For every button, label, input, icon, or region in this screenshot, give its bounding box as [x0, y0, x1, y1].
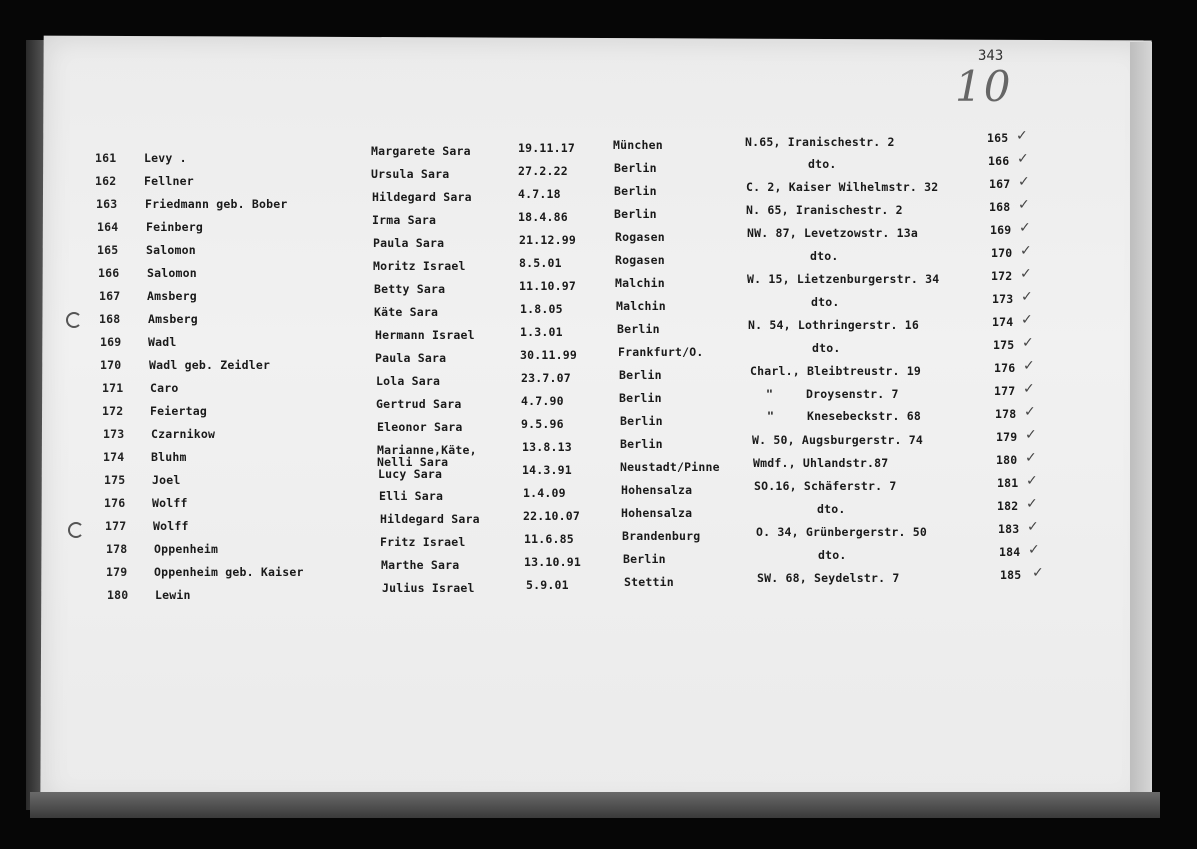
surname-cell: Oppenheim geb. Kaiser: [154, 565, 304, 579]
birth-date-cell: 9.5.96: [521, 417, 564, 431]
reference-number: 175: [993, 338, 1015, 352]
given-name-cell: Eleonor Sara: [377, 420, 463, 434]
given-name-cell: Elli Sara: [379, 489, 444, 503]
given-name-cell: Margarete Sara: [371, 144, 471, 158]
checkmark-icon: ✓: [1025, 427, 1037, 443]
reference-number: 183: [998, 522, 1020, 536]
row-number: 172: [102, 404, 124, 418]
checkmark-icon: ✓: [1032, 565, 1044, 581]
given-name-cell: Paula Sara: [373, 236, 445, 250]
given-name-cell: Paula Sara: [375, 351, 447, 365]
given-name-cell: Gertrud Sara: [376, 397, 462, 411]
given-name-cell: Marianne,Käte,: [377, 443, 477, 457]
reference-number: 168: [989, 200, 1011, 214]
reference-number: 172: [991, 269, 1013, 283]
surname-cell: Friedmann geb. Bober: [145, 197, 288, 211]
address-cell: Charl., Bleibtreustr. 19: [750, 364, 921, 378]
surname-cell: Salomon: [146, 243, 196, 257]
row-number: 170: [100, 358, 122, 372]
birth-date-cell: 21.12.99: [519, 233, 576, 247]
checkmark-icon: ✓: [1017, 151, 1029, 167]
checkmark-icon: ✓: [1021, 312, 1033, 328]
birth-date-cell: 11.10.97: [519, 279, 576, 293]
row-number: 173: [103, 427, 125, 441]
surname-cell: Wolff: [152, 496, 188, 510]
birth-date-cell: 4.7.18: [518, 187, 561, 201]
reference-number: 166: [988, 154, 1010, 168]
reference-number: 165: [987, 131, 1009, 145]
reference-number: 174: [992, 315, 1014, 329]
surname-cell: Czarnikow: [151, 427, 216, 441]
row-number: 174: [103, 450, 125, 464]
birth-place-cell: Hohensalza: [621, 506, 693, 520]
birth-date-cell: 5.9.01: [526, 578, 569, 592]
surname-cell: Oppenheim: [154, 542, 219, 556]
checkmark-icon: ✓: [1019, 220, 1031, 236]
row-number: 175: [104, 473, 126, 487]
birth-date-cell: 13.8.13: [522, 440, 572, 454]
address-cell: Knesebeckstr. 68: [807, 409, 921, 423]
row-number: 161: [95, 151, 117, 165]
ditto-mark: ": [767, 409, 775, 423]
reference-number: 170: [991, 246, 1013, 260]
address-cell: N. 65, Iranischestr. 2: [746, 203, 903, 217]
surname-cell: Amsberg: [147, 289, 197, 303]
surname-cell: Wadl geb. Zeidler: [149, 358, 271, 372]
given-name-cell: Marthe Sara: [381, 558, 460, 572]
row-number: 167: [99, 289, 121, 303]
birth-place-cell: Neustadt/Pinne: [620, 460, 720, 474]
birth-place-cell: Berlin: [614, 207, 657, 221]
given-name-cell: Hildegard Sara: [380, 512, 480, 526]
address-cell: dto.: [817, 502, 846, 516]
surname-cell: Bluhm: [151, 450, 187, 464]
address-cell: N. 54, Lothringerstr. 16: [748, 318, 919, 332]
birth-place-cell: Berlin: [614, 161, 657, 175]
reference-number: 179: [996, 430, 1018, 444]
address-cell: O. 34, Grünbergerstr. 50: [756, 525, 927, 539]
checkmark-icon: ✓: [1028, 542, 1040, 558]
checkmark-icon: ✓: [1018, 197, 1030, 213]
surname-cell: Salomon: [147, 266, 197, 280]
birth-place-cell: Berlin: [623, 552, 666, 566]
punch-hole-mark: [66, 312, 82, 328]
reference-number: 169: [990, 223, 1012, 237]
row-number: 178: [106, 542, 128, 556]
address-cell: dto.: [812, 341, 841, 355]
birth-date-cell: 1.4.09: [523, 486, 566, 500]
sheet-bottom-edge: [30, 792, 1160, 818]
checkmark-icon: ✓: [1020, 243, 1032, 259]
given-name-cell: Moritz Israel: [373, 259, 466, 273]
row-number: 165: [97, 243, 119, 257]
surname-cell: Wolff: [153, 519, 189, 533]
birth-date-cell: 22.10.07: [523, 509, 580, 523]
reference-number: 180: [996, 453, 1018, 467]
birth-place-cell: Rogasen: [615, 230, 665, 244]
surname-cell: Caro: [150, 381, 179, 395]
checkmark-icon: ✓: [1027, 519, 1039, 535]
birth-date-cell: 14.3.91: [522, 463, 572, 477]
row-number: 164: [97, 220, 119, 234]
given-name-cell: Betty Sara: [374, 282, 446, 296]
birth-date-cell: 11.6.85: [524, 532, 574, 546]
address-cell: dto.: [818, 548, 847, 562]
row-number: 162: [95, 174, 117, 188]
checkmark-icon: ✓: [1024, 404, 1036, 420]
row-number: 163: [96, 197, 118, 211]
reference-number: 173: [992, 292, 1014, 306]
surname-cell: Levy .: [144, 151, 187, 165]
birth-place-cell: Frankfurt/O.: [618, 345, 704, 359]
row-number: 179: [106, 565, 128, 579]
birth-place-cell: Berlin: [619, 391, 662, 405]
reference-number: 184: [999, 545, 1021, 559]
reference-number: 185: [1000, 568, 1022, 582]
row-number: 177: [105, 519, 127, 533]
birth-place-cell: Malchin: [616, 299, 666, 313]
birth-date-cell: 18.4.86: [518, 210, 568, 224]
birth-date-cell: 23.7.07: [521, 371, 571, 385]
reference-number: 181: [997, 476, 1019, 490]
birth-place-cell: Malchin: [615, 276, 665, 290]
birth-place-cell: Stettin: [624, 575, 674, 589]
surname-cell: Wadl: [148, 335, 177, 349]
address-cell: dto.: [811, 295, 840, 309]
birth-date-cell: 27.2.22: [518, 164, 568, 178]
reference-number: 177: [994, 384, 1016, 398]
document-sheet: [40, 36, 1151, 811]
row-number: 166: [98, 266, 120, 280]
birth-place-cell: Berlin: [617, 322, 660, 336]
row-number: 171: [102, 381, 124, 395]
surname-cell: Joel: [152, 473, 181, 487]
page-stamp-number: 343: [978, 48, 1004, 64]
given-name-cell: Irma Sara: [372, 213, 437, 227]
birth-place-cell: Berlin: [620, 414, 663, 428]
birth-date-cell: 1.8.05: [520, 302, 563, 316]
checkmark-icon: ✓: [1026, 496, 1038, 512]
reference-number: 176: [994, 361, 1016, 375]
birth-place-cell: Brandenburg: [622, 529, 701, 543]
address-cell: SW. 68, Seydelstr. 7: [757, 571, 900, 585]
address-cell: C. 2, Kaiser Wilhelmstr. 32: [746, 180, 939, 194]
address-cell: NW. 87, Levetzowstr. 13a: [747, 226, 918, 240]
given-name-cell: Hildegard Sara: [372, 190, 472, 204]
birth-place-cell: Hohensalza: [621, 483, 693, 497]
checkmark-icon: ✓: [1020, 266, 1032, 282]
address-cell: N.65, Iranischestr. 2: [745, 135, 895, 149]
address-cell: W. 50, Augsburgerstr. 74: [752, 433, 923, 447]
checkmark-icon: ✓: [1022, 335, 1034, 351]
given-name-cell: Julius Israel: [382, 581, 475, 595]
surname-cell: Lewin: [155, 588, 191, 602]
checkmark-icon: ✓: [1023, 358, 1035, 374]
given-name-cell: Fritz Israel: [380, 535, 466, 549]
birth-place-cell: Berlin: [620, 437, 663, 451]
given-name-cell: Lola Sara: [376, 374, 441, 388]
reference-number: 178: [995, 407, 1017, 421]
given-name-cell: Lucy Sara: [378, 467, 443, 481]
row-number: 168: [99, 312, 121, 326]
reference-number: 182: [997, 499, 1019, 513]
address-cell: Droysenstr. 7: [806, 387, 899, 401]
given-name-cell: Nelli Sara: [377, 455, 449, 469]
surname-cell: Feinberg: [146, 220, 203, 234]
birth-place-cell: Rogasen: [615, 253, 665, 267]
birth-date-cell: 30.11.99: [520, 348, 577, 362]
birth-place-cell: München: [613, 138, 663, 152]
birth-date-cell: 8.5.01: [519, 256, 562, 270]
sheet-right-edge: [1130, 42, 1152, 802]
handwritten-page-number: 10: [955, 62, 1013, 111]
given-name-cell: Käte Sara: [374, 305, 439, 319]
row-number: 180: [107, 588, 129, 602]
checkmark-icon: ✓: [1021, 289, 1033, 305]
address-cell: dto.: [810, 249, 839, 263]
row-number: 176: [104, 496, 126, 510]
birth-date-cell: 1.3.01: [520, 325, 563, 339]
checkmark-icon: ✓: [1018, 174, 1030, 190]
birth-date-cell: 4.7.90: [521, 394, 564, 408]
address-cell: dto.: [808, 157, 837, 171]
given-name-cell: Ursula Sara: [371, 167, 450, 181]
surname-cell: Amsberg: [148, 312, 198, 326]
birth-date-cell: 19.11.17: [518, 141, 575, 155]
address-cell: SO.16, Schäferstr. 7: [754, 479, 897, 493]
checkmark-icon: ✓: [1016, 128, 1028, 144]
birth-place-cell: Berlin: [614, 184, 657, 198]
birth-date-cell: 13.10.91: [524, 555, 581, 569]
address-cell: Wmdf., Uhlandstr.87: [753, 456, 889, 470]
checkmark-icon: ✓: [1025, 450, 1037, 466]
checkmark-icon: ✓: [1026, 473, 1038, 489]
ditto-mark: ": [766, 387, 774, 401]
reference-number: 167: [989, 177, 1011, 191]
punch-hole-mark: [68, 522, 84, 538]
given-name-cell: Hermann Israel: [375, 328, 475, 342]
surname-cell: Feiertag: [150, 404, 207, 418]
checkmark-icon: ✓: [1023, 381, 1035, 397]
birth-place-cell: Berlin: [619, 368, 662, 382]
surname-cell: Fellner: [144, 174, 194, 188]
row-number: 169: [100, 335, 122, 349]
address-cell: W. 15, Lietzenburgerstr. 34: [747, 272, 940, 286]
